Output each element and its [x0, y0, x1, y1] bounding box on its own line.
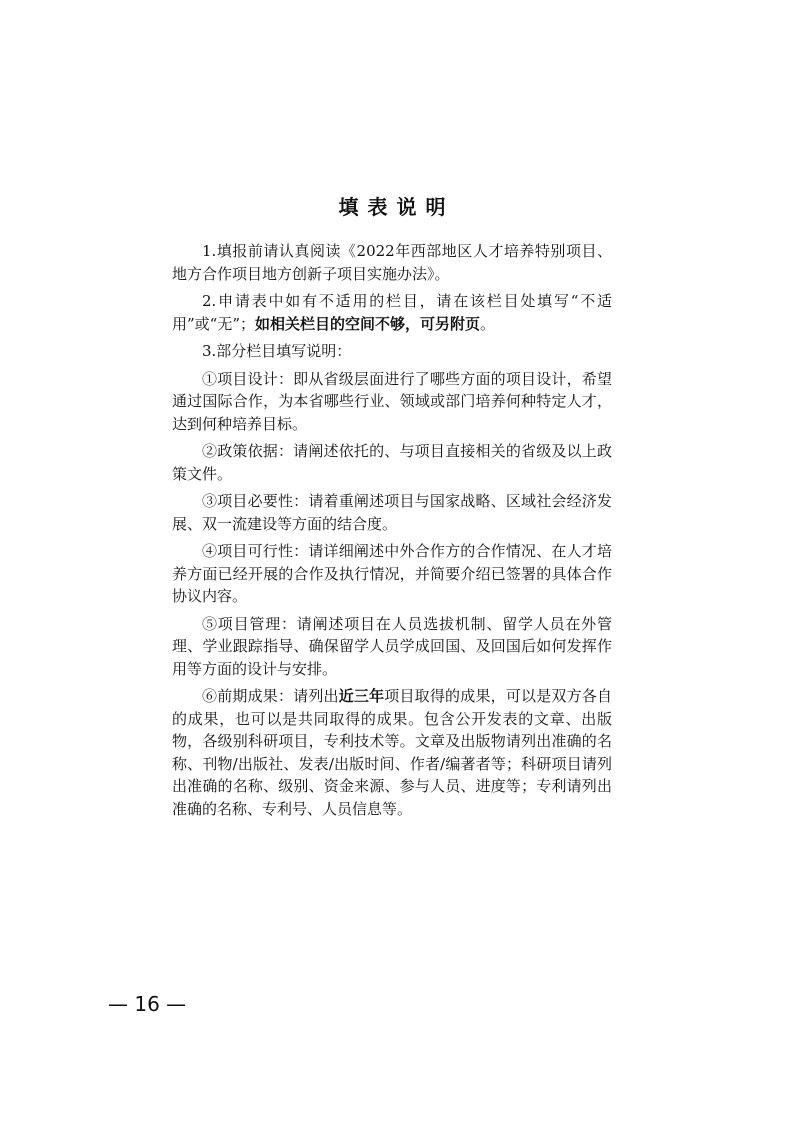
paragraph-text: ①项目设计：即从省级层面进行了哪些方面的项目设计，希望通过国际合作，为本省哪些行业、领域或部门培养何种特定人才，达到何种培养目标。 — [172, 369, 612, 433]
paragraph-text: 1.填报前请认真阅读《2022年西部地区人才培养特别项目、地方合作项目地方创新子项目实施办法》。 — [172, 242, 612, 283]
emphasis-text: 近三年 — [338, 687, 385, 705]
instruction-paragraph — [172, 340, 612, 363]
paragraph-text: 。 — [480, 314, 496, 333]
paragraph-text: 2.申请表中如有不适用的栏目，请在该栏目处填写“不适用”或“无”； — [172, 292, 612, 333]
paragraph-text: 项目取得的成果，可以是双方各自的成果，也可以是共同取得的成果。包含公开发表的文章、出版物，各级别科研项目，专利技术等。文章及出版物请列出准确的名称、刊物/出版社、发表/出版时间、作者/编著者等；科研项目请列出准确的名称、级别、资金来源、参与人员、进度等；专利请列出准确的名称、专利号、人员信息等。 — [172, 687, 612, 818]
paragraph-text: ②政策依据：请阐述依托的、与项目直接相关的省级及以上政策文件。 — [172, 442, 612, 483]
emphasis-text: 如相关栏目的空间不够，可另附页 — [255, 314, 481, 333]
instruction-paragraph — [172, 440, 612, 485]
paragraph-text: ⑥前期成果：请列出 — [202, 687, 339, 705]
instruction-paragraph — [172, 613, 612, 681]
instruction-paragraph — [172, 490, 612, 535]
instruction-paragraph — [172, 290, 612, 335]
paragraph-text: ⑤项目管理：请阐述项目在人员选拔机制、留学人员在外管理、学业跟踪指导、确保留学人员学成回国、及回国后如何发挥作用等方面的设计与安排。 — [172, 614, 612, 678]
instruction-paragraph — [172, 540, 612, 608]
paragraph-text: ③项目必要性：请着重阐述项目与国家战略、区域社会经济发展、双一流建设等方面的结合度。 — [172, 492, 612, 533]
instruction-paragraph — [172, 368, 612, 436]
page-number: — 16 — — [108, 992, 187, 1016]
instruction-paragraph — [172, 685, 612, 820]
instruction-paragraph — [172, 240, 612, 285]
instructions-body — [172, 240, 612, 825]
paragraph-text: 3.部分栏目填写说明： — [202, 342, 352, 360]
page-title: 填表说明 — [338, 195, 455, 219]
paragraph-text: ④项目可行性：请详细阐述中外合作方的合作情况、在人才培养方面已经开展的合作及执行情况，并简要介绍已签署的具体合作协议内容。 — [172, 542, 612, 605]
